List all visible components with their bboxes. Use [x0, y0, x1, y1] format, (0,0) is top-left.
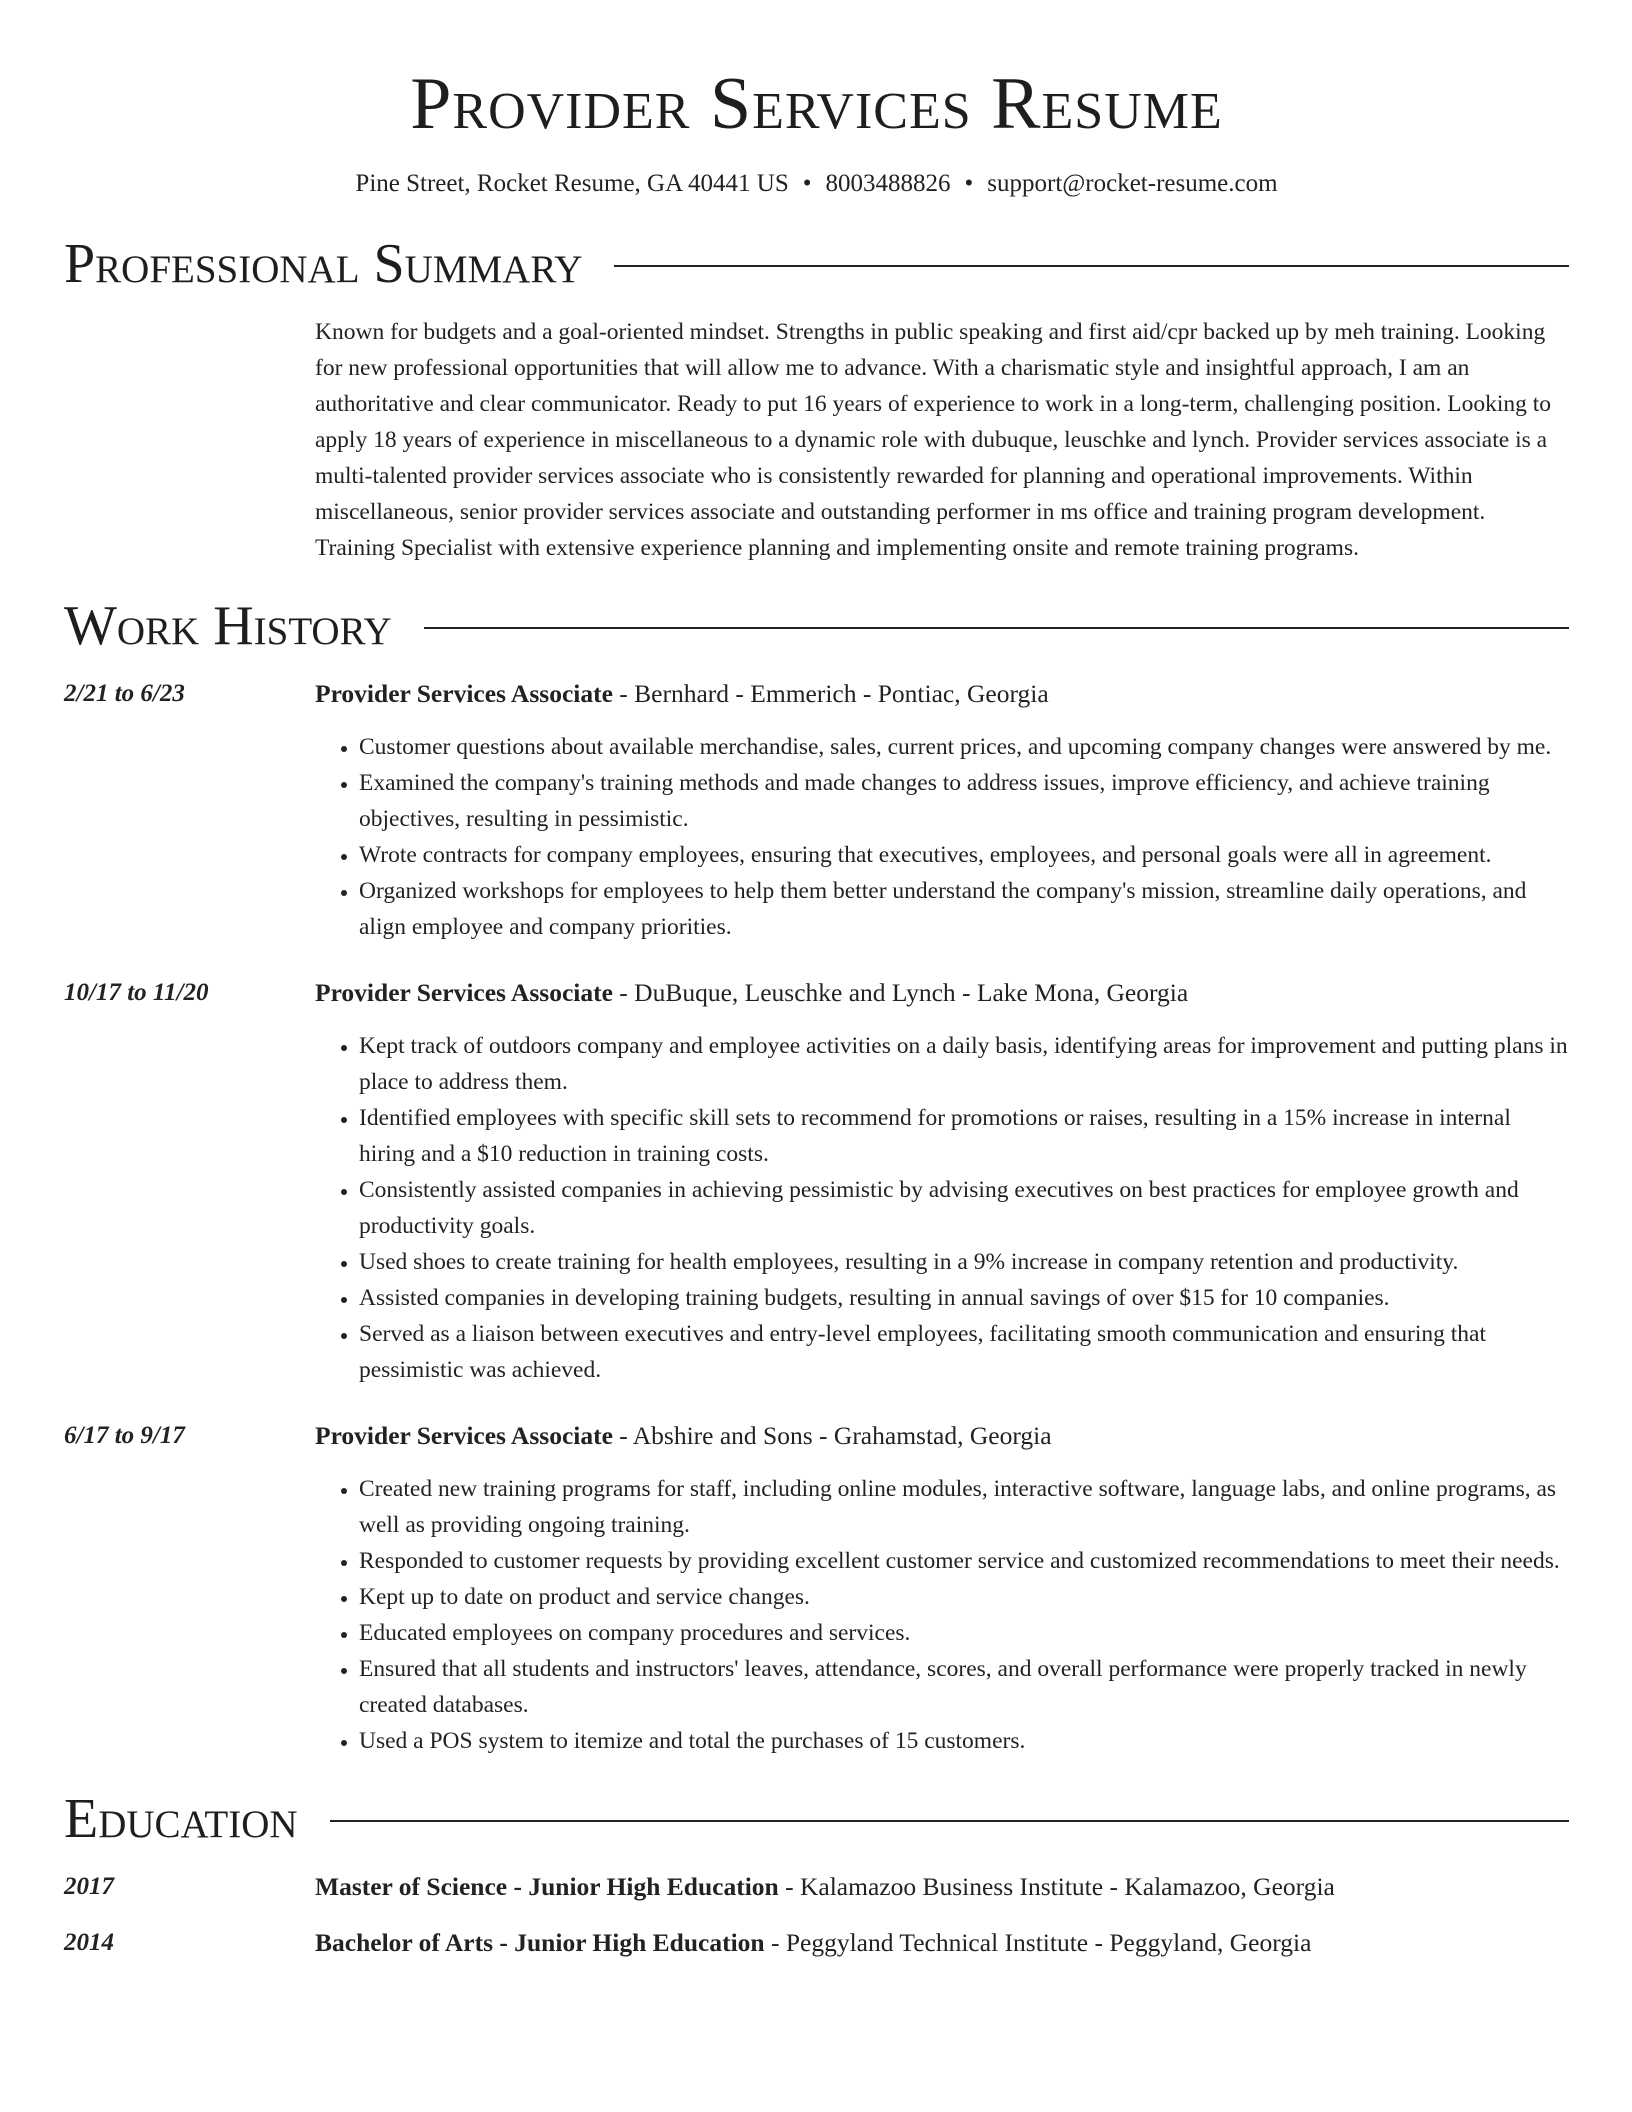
section-heading: [64, 594, 1569, 658]
job-body: [315, 678, 1569, 945]
education-date: 2017: [64, 1873, 114, 1900]
list-item: • Customer questions about available merchandise, sales, current prices, and upcoming company changes were answered by me.: [359, 729, 1569, 765]
job-date: 2/21 to 6/23: [64, 680, 185, 707]
section-divider: [330, 1820, 1569, 1822]
list-item: • Assisted companies in developing training budgets, resulting in annual savings of over $15 for 10 companies.: [359, 1280, 1569, 1316]
job-details: - Bernhard - Emmerich - Pontiac, Georgia: [612, 679, 1049, 708]
section-title: Professional Summary: [64, 233, 583, 295]
education-degree: Bachelor of Arts - Junior High Education: [315, 1928, 765, 1957]
job-entry: [64, 1420, 1569, 1759]
work-history-section: [64, 594, 1569, 1759]
list-item: • Wrote contracts for company employees, ensuring that executives, employees, and personal goals were all in agreement.: [359, 837, 1569, 873]
education-details: - Kalamazoo Business Institute - Kalamazoo, Georgia: [778, 1872, 1335, 1901]
list-item: • Identified employees with specific skill sets to recommend for promotions or raises, resulting in a 15% increase in internal hiring and a $10 reduction in training costs.: [359, 1100, 1569, 1172]
list-item: • Organized workshops for employees to help them better understand the company's mission, streamline daily operations, and align employee and company priorities.: [359, 873, 1569, 945]
education-body: [315, 1927, 1569, 1959]
list-item: • Kept up to date on product and service changes.: [359, 1579, 1569, 1615]
list-item: • Used a POS system to itemize and total the purchases of 15 customers.: [359, 1723, 1569, 1759]
job-role: Provider Services Associate: [315, 679, 613, 708]
education-degree: Master of Science - Junior High Education: [315, 1872, 779, 1901]
list-item: • Kept track of outdoors company and employee activities on a daily basis, identifying areas for improvement and putting plans in place to address them.: [359, 1028, 1569, 1100]
section-heading: [64, 1787, 1569, 1851]
education-body: [315, 1871, 1569, 1903]
job-bullets: [315, 1471, 1569, 1759]
education-details: - Peggyland Technical Institute - Peggyland, Georgia: [764, 1928, 1312, 1957]
job-bullets: [315, 1028, 1569, 1388]
list-item: • Educated employees on company procedures and services.: [359, 1615, 1569, 1651]
contact-phone[interactable]: 8003488826: [825, 170, 951, 197]
professional-summary-section: [64, 232, 1569, 566]
education-entry: [64, 1871, 1569, 1903]
section-heading: [64, 232, 1569, 296]
section-divider: [614, 265, 1569, 267]
job-heading: [315, 678, 1569, 710]
job-details: - Abshire and Sons - Grahamstad, Georgia: [612, 1421, 1052, 1450]
job-date: 10/17 to 11/20: [64, 979, 209, 1006]
job-heading: [315, 1420, 1569, 1452]
job-role: Provider Services Associate: [315, 978, 613, 1007]
contact-separator: •: [802, 170, 812, 197]
list-item: • Created new training programs for staff, including online modules, interactive software, language labs, and online programs, as well as providing ongoing training.: [359, 1471, 1569, 1543]
education-heading: [315, 1927, 1569, 1959]
contact-email[interactable]: support@rocket-resume.com: [987, 170, 1278, 197]
contact-line: [64, 168, 1569, 200]
section-divider: [424, 627, 1569, 629]
page-title: Provider Services Resume: [410, 63, 1223, 145]
job-bullets: [315, 729, 1569, 945]
job-entry: [64, 678, 1569, 945]
job-body: [315, 1420, 1569, 1759]
section-title: Work History: [64, 595, 392, 657]
summary-text: Known for budgets and a goal-oriented mindset. Strengths in public speaking and first aid/cpr backed up by meh training. Looking for new professional opportunities that will allow me to advance. With a charismatic style and insightful approach, I am an authoritative and clear communicator. Ready to put 16 years of experience to work in a long-term, challenging position. Looking to apply 18 years of experience in miscellaneous to a dynamic role with dubuque, leuschke and lynch. Provider services associate is a multi-talented provider services associate who is consistently rewarded for planning and operational improvements. Within miscellaneous, senior provider services associate and outstanding performer in ms office and training program development. Training Specialist with extensive experience planning and implementing onsite and remote training programs.: [315, 319, 1552, 561]
education-heading: [315, 1871, 1569, 1903]
contact-separator: •: [964, 170, 974, 197]
education-date: 2014: [64, 1929, 114, 1956]
contact-address: Pine Street, Rocket Resume, GA 40441 US: [355, 170, 789, 197]
list-item: • Consistently assisted companies in achieving pessimistic by advising executives on best practices for employee growth and productivity goals.: [359, 1172, 1569, 1244]
list-item: • Ensured that all students and instructors' leaves, attendance, scores, and overall performance were properly tracked in newly created databases.: [359, 1651, 1569, 1723]
job-role: Provider Services Associate: [315, 1421, 613, 1450]
job-entry: [64, 977, 1569, 1388]
education-section: [64, 1787, 1569, 1959]
list-item: • Responded to customer requests by providing excellent customer service and customized recommendations to meet their needs.: [359, 1543, 1569, 1579]
job-details: - DuBuque, Leuschke and Lynch - Lake Mona, Georgia: [612, 978, 1189, 1007]
job-heading: [315, 977, 1569, 1009]
list-item: • Served as a liaison between executives and entry-level employees, facilitating smooth communication and ensuring that pessimistic was achieved.: [359, 1316, 1569, 1388]
list-item: • Used shoes to create training for health employees, resulting in a 9% increase in company retention and productivity.: [359, 1244, 1569, 1280]
job-body: [315, 977, 1569, 1388]
resume-header: [64, 0, 1569, 200]
education-entry: [64, 1927, 1569, 1959]
section-title: Education: [64, 1788, 298, 1850]
job-date: 6/17 to 9/17: [64, 1422, 185, 1449]
list-item: • Examined the company's training methods and made changes to address issues, improve efficiency, and achieve training objectives, resulting in pessimistic.: [359, 765, 1569, 837]
